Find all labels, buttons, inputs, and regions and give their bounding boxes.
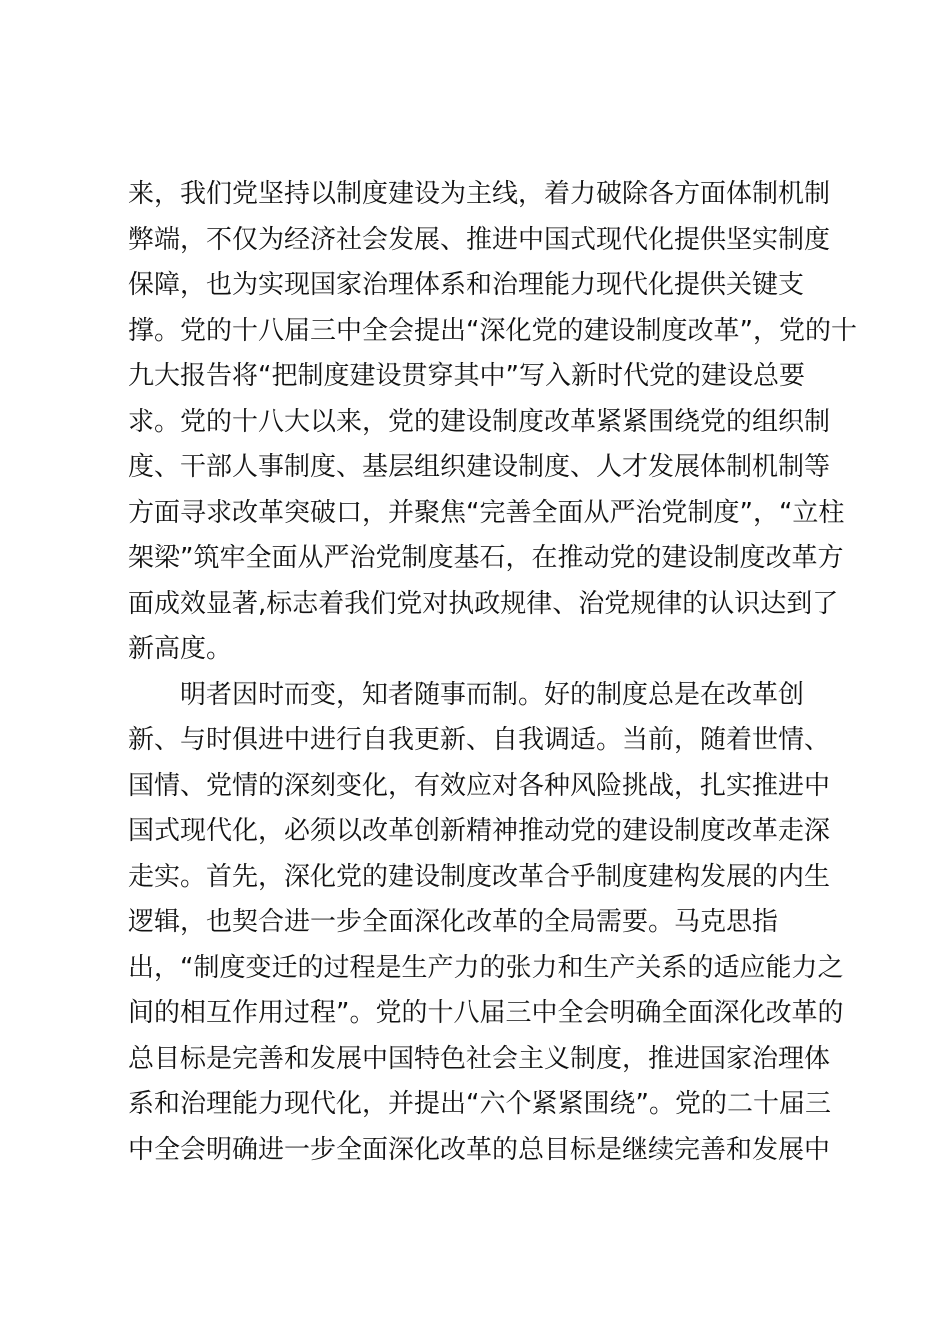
text-line: 走实。首先，深化党的建设制度改革合乎制度建构发展的内生 — [128, 861, 831, 892]
text-line: 总目标是完善和发展中国特色社会主义制度，推进国家治理体 — [128, 1043, 831, 1074]
body-text — [128, 172, 857, 1173]
text-line: 国情、党情的深刻变化，有效应对各种风险挑战，扎实推进中 — [128, 770, 831, 801]
text-line: 新高度。 — [128, 634, 233, 664]
text-line: 撑。党的十八届三中全会提出“深化党的建设制度改革”，党的十 — [128, 315, 857, 346]
text-line: 逻辑，也契合进一步全面深化改革的全局需要。马克思指 — [128, 907, 779, 937]
paragraph-1 — [128, 172, 857, 673]
text-line: 九大报告将“把制度建设贯穿其中”写入新时代党的建设总要 — [128, 361, 805, 391]
text-line: 中全会明确进一步全面深化改革的总目标是继续完善和发展中 — [128, 1134, 831, 1165]
text-line: 方面寻求改革突破口，并聚焦“完善全面从严治党制度”，“立柱 — [128, 497, 845, 528]
text-line: 新、与时俱进中进行自我更新、自我调适。当前，随着世情、 — [128, 725, 831, 755]
text-line: 保障，也为实现国家治理体系和治理能力现代化提供关键支 — [128, 270, 805, 300]
text-line: 度、干部人事制度、基层组织建设制度、人才发展体制机制等 — [128, 452, 831, 482]
text-line: 系和治理能力现代化，并提出“六个紧紧围绕”。党的二十届三 — [128, 1089, 831, 1119]
text-line: 架梁”筑牢全面从严治党制度基石，在推动党的建设制度改革方 — [128, 543, 844, 573]
text-line: 面成效显著,标志着我们党对执政规律、治党规律的认识达到了 — [128, 588, 839, 619]
text-line: 求。党的十八大以来，党的建设制度改革紧紧围绕党的组织制 — [128, 406, 831, 437]
text-line: 来，我们党坚持以制度建设为主线，着力破除各方面体制机制 — [128, 179, 831, 209]
text-line: 国式现代化，必须以改革创新精神推动党的建设制度改革走深 — [128, 816, 831, 846]
text-line: 弊端，不仅为经济社会发展、推进中国式现代化提供坚实制度 — [128, 224, 831, 255]
text-line: 出，“制度变迁的过程是生产力的张力和生产关系的适应能力之 — [128, 952, 844, 983]
paragraph-2 — [128, 673, 848, 1174]
text-line: 间的相互作用过程”。党的十八届三中全会明确全面深化改革的 — [128, 998, 844, 1028]
text-line: 明者因时而变，知者随事而制。好的制度总是在改革创 — [180, 679, 805, 710]
